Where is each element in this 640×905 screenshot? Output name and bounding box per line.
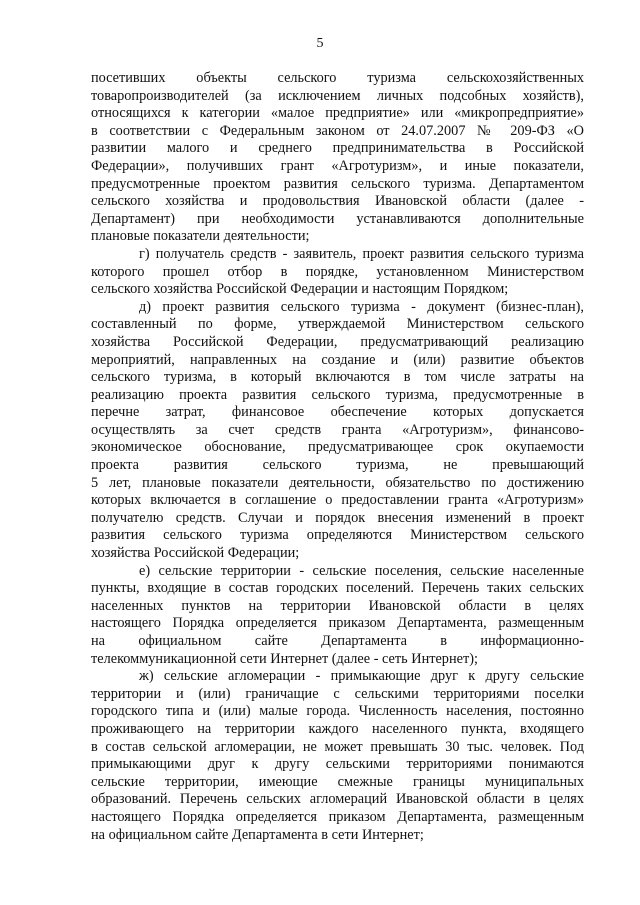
text-line: настоящего Порядка определяется приказом Департамента, размещенным: [91, 615, 584, 632]
text-line: получателю средств. Случаи и порядок внесения изменений в проект: [91, 509, 584, 526]
text-line: посетивших объекты сельского туризма сельскохозяйственных: [91, 70, 584, 86]
text-line: которых включается в соглашение о предоставлении гранта «Агротуризм»: [91, 492, 584, 509]
text-line: сельского хозяйства Российской Федерации и настоящим Порядком;: [91, 281, 509, 298]
text-line: населенных пунктов на территории Ивановской области в целях: [91, 597, 584, 614]
text-line: ж) сельские агломерации - примыкающие друг к другу сельские: [139, 668, 584, 685]
text-line: в состав сельской агломерации, не может превышать 30 тыс. человек. Под: [91, 738, 584, 755]
text-line: в соответствии с Федеральным законом от 24.07.2007 № 209-ФЗ «О: [91, 122, 584, 139]
text-line: образований. Перечень сельских агломераций Ивановской области в целях: [91, 791, 584, 808]
text-line: сельского туризма, в который включаются в том числе затраты на: [91, 369, 584, 386]
body-text: [91, 70, 584, 844]
text-line: товаропроизводителей (за исключением личных подсобных хозяйств),: [91, 87, 584, 104]
text-line: на официальном сайте Департамента в информационно-: [91, 633, 584, 649]
text-line: развития сельского туризма определяются Министерством сельского: [91, 527, 584, 544]
text-line: г) получатель средств - заявитель, проект развития сельского туризма: [139, 245, 584, 262]
text-line: сельские территории, имеющие смежные границы муниципальных: [91, 773, 584, 790]
text-line: которого прошел отбор в порядке, установленном Министерством: [91, 263, 584, 280]
text-line: экономическое обоснование, предусматривающее срок окупаемости: [91, 439, 584, 456]
text-line: настоящего Порядка определяется приказом Департамента, размещенным: [91, 808, 584, 825]
text-line: на официальном сайте Департамента в сети Интернет;: [91, 826, 424, 843]
text-line: проживающего на территории каждого населенного пункта, входящего: [91, 720, 584, 737]
text-line: Федерации», получивших грант «Агротуризм», и иные показатели,: [91, 157, 584, 174]
text-line: развитии малого и среднего предпринимательства в Российской: [91, 140, 584, 157]
text-line: д) проект развития сельского туризма - документ (бизнес-план),: [139, 298, 584, 315]
text-line: предусмотренные проектом развития сельского туризма. Департаментом: [91, 175, 584, 192]
text-line: пункты, входящие в состав городских поселений. Перечень таких сельских: [91, 580, 584, 597]
text-line: осуществлять за счет средств гранта «Агротуризм», финансово-: [91, 421, 584, 438]
text-line: 5 лет, плановые показатели деятельности, обязательство по достижению: [91, 474, 584, 491]
text-line: составленный по форме, утверждаемой Министерством сельского: [91, 316, 584, 333]
text-line: мероприятий, направленных на создание и (или) развитие объектов: [91, 351, 584, 368]
text-line: примыкающими друг к другу сельскими территориями понимаются: [91, 756, 584, 773]
text-line: сельского хозяйства и продовольствия Ивановской области (далее -: [91, 193, 584, 210]
text-line: перечне затрат, финансовое обеспечение которых допускается: [91, 404, 584, 421]
text-line: относящихся к категории «малое предприятие» или «микропредприятие»: [91, 105, 584, 122]
text-line: территории и (или) граничащие с сельскими территориями поселки: [91, 685, 584, 702]
page-number: 5: [316, 36, 324, 51]
text-line: Департамент) при необходимости устанавливаются дополнительные: [91, 210, 584, 227]
text-line: реализацию проекта развития сельского туризма, предусмотренные в: [91, 386, 584, 403]
text-line: е) сельские территории - сельские поселения, сельские населенные: [139, 562, 584, 579]
text-line: телекоммуникационной сети Интернет (далее - сеть Интернет);: [91, 650, 478, 667]
text-line: хозяйства Российской Федерации;: [91, 545, 300, 562]
text-line: хозяйства Российской Федерации, предусматривающий реализацию: [91, 333, 584, 350]
text-line: городского типа и (или) малые города. Численность населения, постоянно: [91, 703, 584, 720]
text-line: проекта развития сельского туризма, не превышающий: [91, 457, 584, 474]
text-line: плановые показатели деятельности;: [91, 228, 310, 245]
